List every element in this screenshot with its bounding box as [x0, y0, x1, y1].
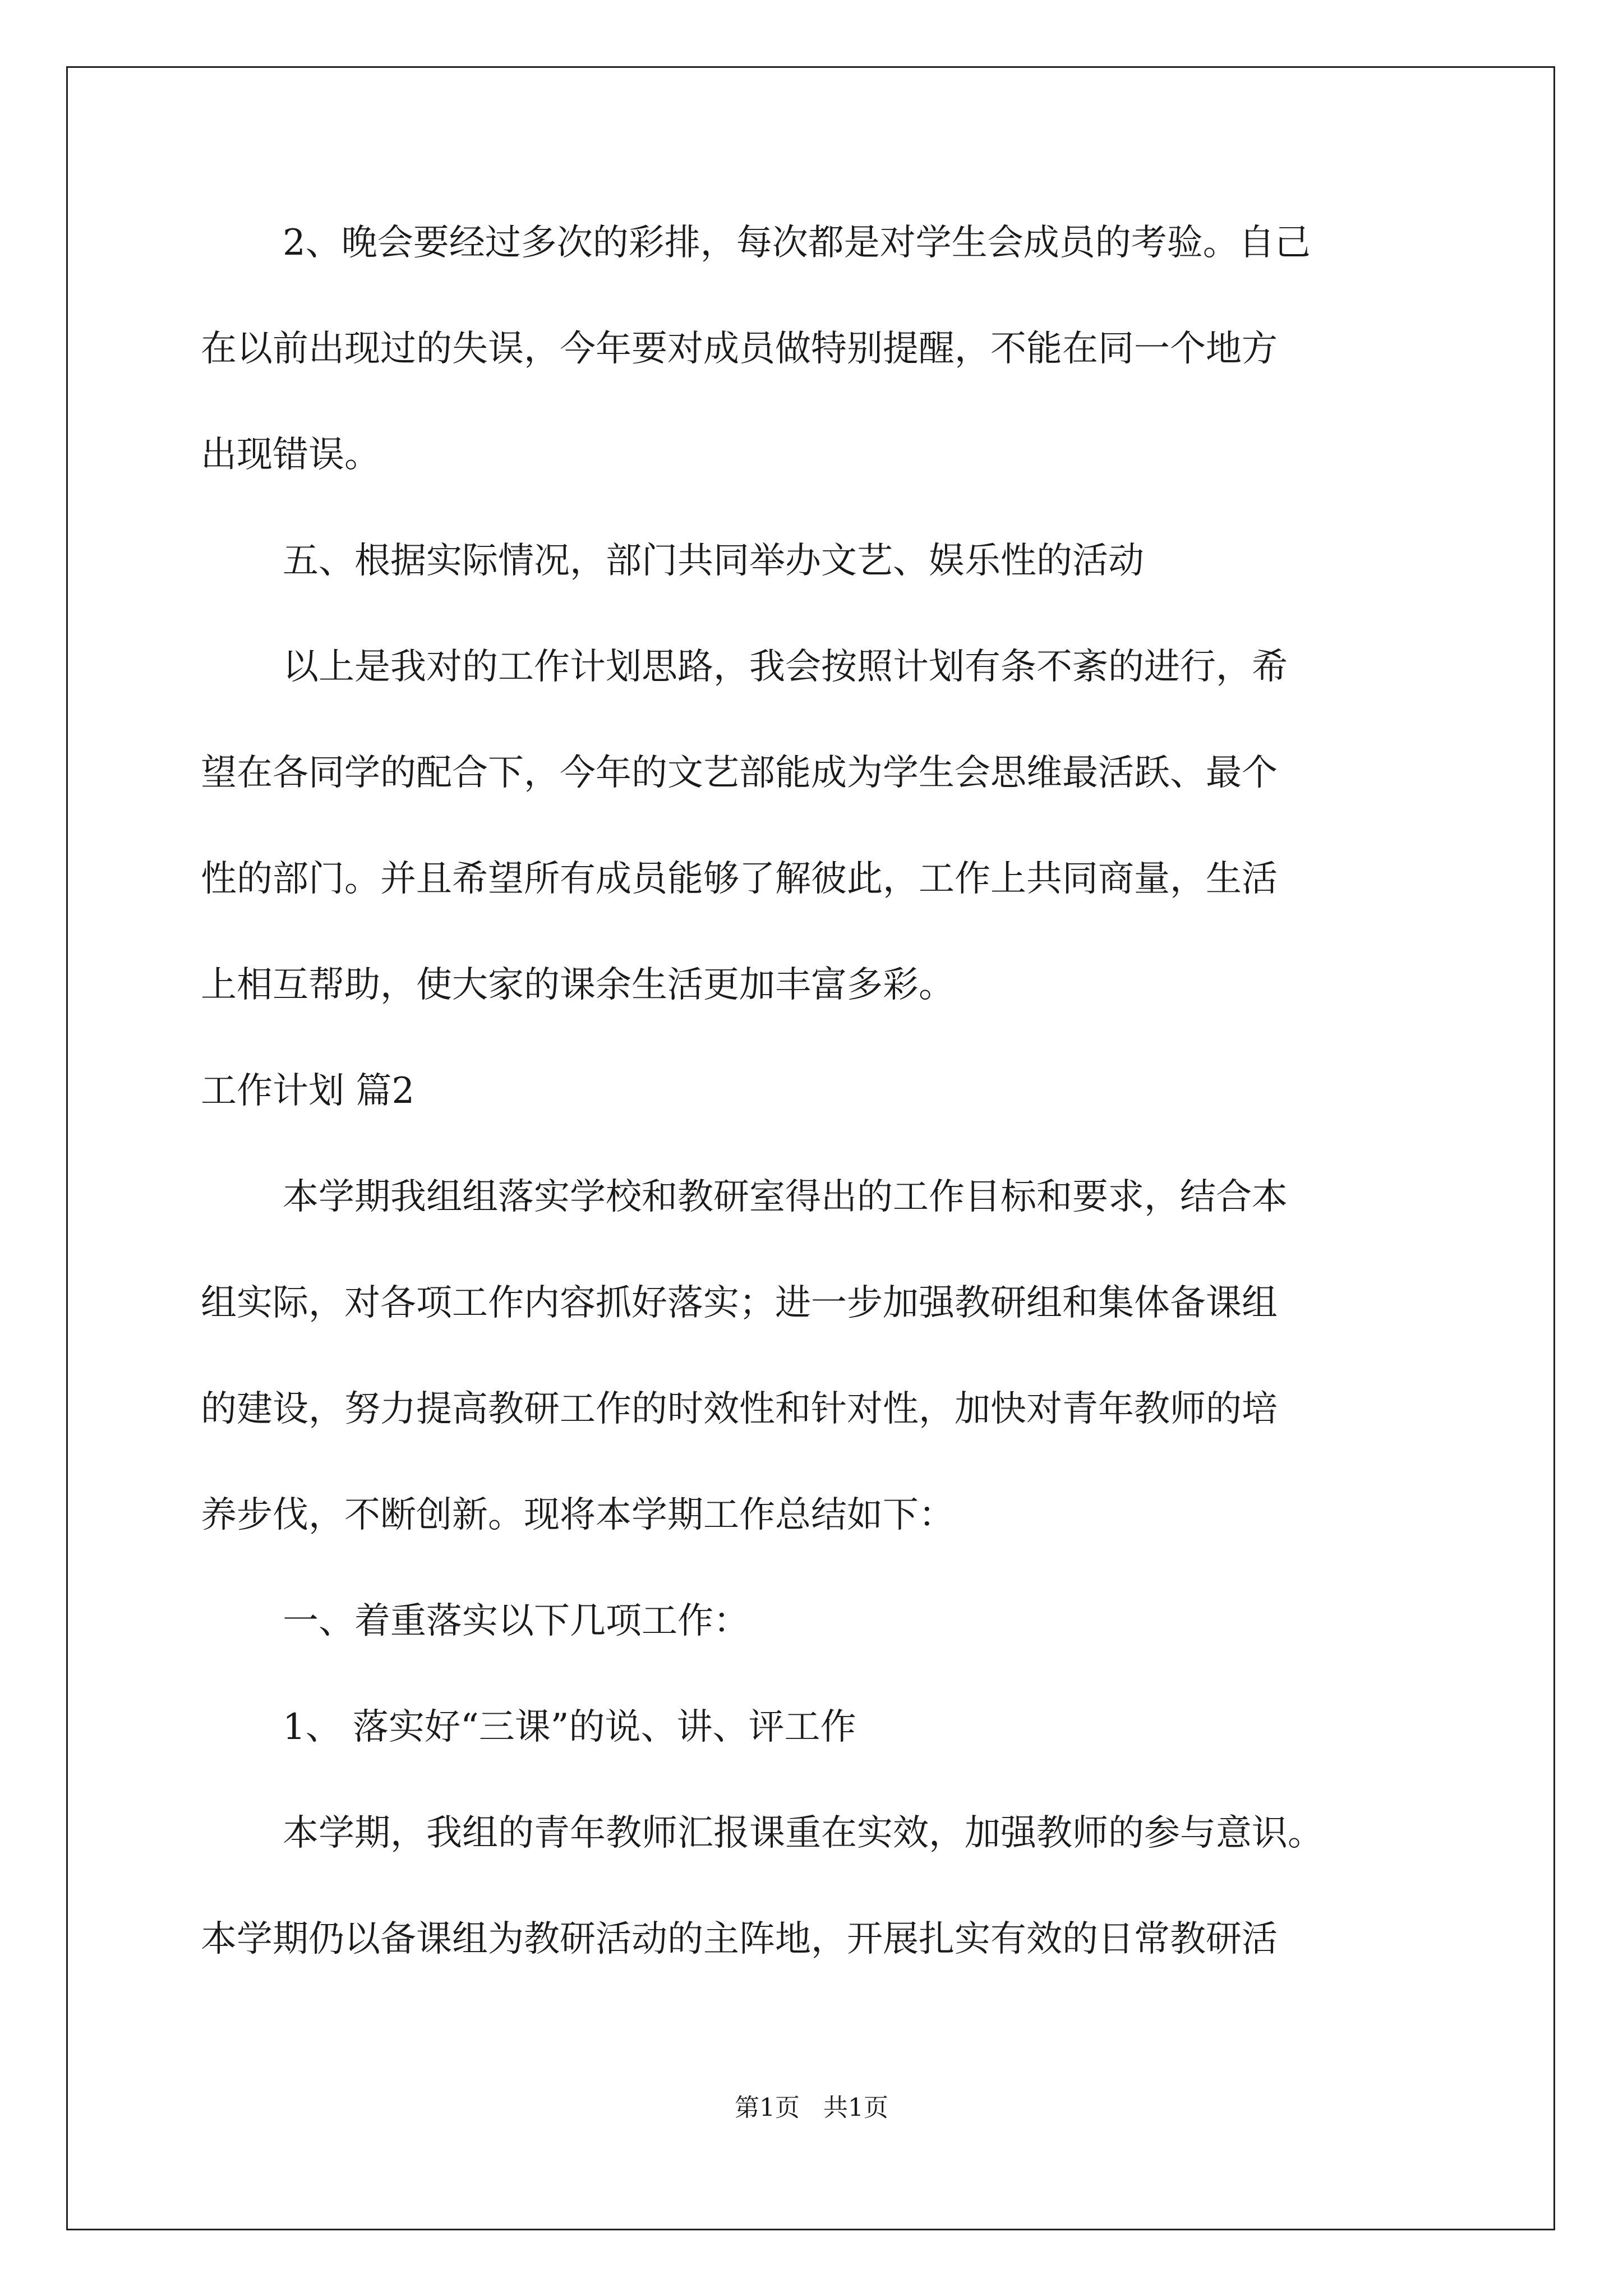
paragraph-line: 在以前出现过的失误，今年要对成员做特别提醒，不能在同一个地方: [201, 328, 1278, 370]
paragraph-line: 本学期我组组落实学校和教研室得出的工作目标和要求，结合本: [283, 1176, 1288, 1218]
subsection-heading: 1、 落实好“三课”的说、讲、评工作: [283, 1706, 856, 1748]
paragraph-line: 养步伐，不断创新。现将本学期工作总结如下：: [201, 1494, 955, 1536]
section-heading: 一、着重落实以下几项工作：: [283, 1600, 749, 1642]
paragraph-line: 上相互帮助，使大家的课余生活更加丰富多彩。: [201, 964, 955, 1006]
paragraph-line: 出现错误。: [201, 434, 380, 476]
paragraph-line: 性的部门。并且希望所有成员能够了解彼此，工作上共同商量，生活: [201, 858, 1278, 900]
page-border: [66, 66, 1555, 2230]
paragraph-line: 的建设，努力提高教研工作的时效性和针对性，加快对青年教师的培: [201, 1388, 1278, 1430]
section-heading: 五、根据实际情况，部门共同举办文艺、娱乐性的活动: [283, 540, 1144, 582]
paragraph-line: 本学期仍以备课组为教研活动的主阵地，开展扎实有效的日常教研活: [201, 1918, 1278, 1960]
article-title: 工作计划 篇2: [201, 1070, 415, 1112]
paragraph-line: 以上是我对的工作计划思路，我会按照计划有条不紊的进行，希: [283, 646, 1288, 688]
paragraph-line: 组实际，对各项工作内容抓好落实；进一步加强教研组和集体备课组: [201, 1282, 1278, 1324]
paragraph-line: 望在各同学的配合下，今年的文艺部能成为学生会思维最活跃、最个: [201, 752, 1278, 794]
page-number-footer: 第1页 共1页: [735, 2093, 888, 2122]
paragraph-line: 2、晚会要经过多次的彩排，每次都是对学生会成员的考验。自己: [283, 222, 1311, 264]
paragraph-line: 本学期，我组的青年教师汇报课重在实效，加强教师的参与意识。: [283, 1812, 1324, 1854]
